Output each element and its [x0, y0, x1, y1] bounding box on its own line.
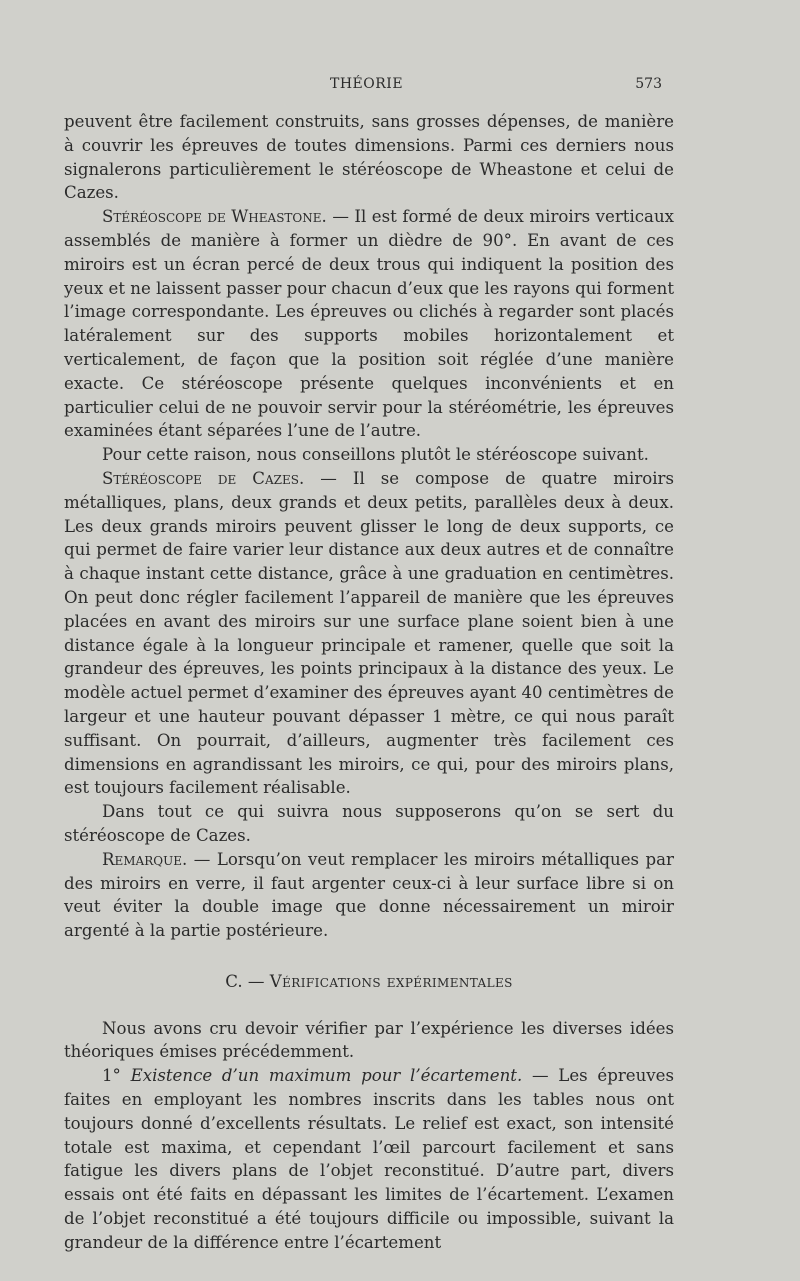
maximum-number: 1°: [102, 1066, 131, 1086]
page-body: [64, 110, 674, 1255]
supposition-text: Dans tout ce qui suivra nous supposerons qu’on se sert du stéréoscope de Cazes.: [64, 802, 674, 845]
cazes-text: — Il se compose de quatre miroirs métalliques, plans, deux grands et deux petits, parallèles deux à deux. Les deux grands miroirs peuvent glisser le long de deux supports, ce qui permet de faire varier leur distance aux deux autres et de connaître à chaque instant cette distance, grâce à une graduation en centimètres. On peut donc régler facilement l’appareil de manière que les épreuves placées en avant des miroirs sur une surface plane soient bien à une distance égale à la longueur principale et ramener, quelle que soit la grandeur des épreuves, les points principaux à la distance des yeux. Le modèle actuel permet d’examiner des épreuves ayant 40 centimètres de largeur et une hauteur pouvant dépasser 1 mètre, ce qui nous paraît suffisant. On pourrait, d’ailleurs, augmenter très facilement ces dimensions en agrandissant les miroirs, ce qui, pour des miroirs plans, est toujours facilement réalisable.: [64, 468, 675, 798]
paragraph-verification: [64, 1017, 674, 1065]
paragraph-cazes: [64, 467, 674, 800]
paragraph-intro: [64, 110, 674, 205]
maximum-text: — Les épreuves faites en employant les nombres inscrits dans les tables nous ont toujours donné d’excellents résultats. Le relief est exact, son intensité totale est maxima, et cependant l’œil parcourt facilement et sans fatigue les divers plans de l’objet reconstitué. D’autre part, divers essais ont été faits en dépassant les limites de l’écartement. L’examen de l’objet reconstitué a été toujours difficile ou impossible, suivant la grandeur de la différence entre l’écartement: [64, 1066, 674, 1252]
wheastone-lead: Stéréoscope de Wheastone.: [102, 207, 327, 227]
page-header: [120, 76, 680, 96]
page-number: 573: [635, 76, 662, 92]
verification-text: Nous avons cru devoir vérifier par l’expérience les diverses idées théoriques émises précédemment.: [64, 1018, 674, 1062]
paragraph-intro-text: peuvent être facilement construits, sans grosses dépenses, de manière à couvrir les épreuves de toutes dimensions. Parmi ces derniers nous signalerons particulièrement le stéréoscope de Wheastone et celui de Cazes.: [64, 112, 674, 203]
paragraph-supposition: [64, 800, 674, 848]
wheastone-text: — Il est formé de deux miroirs verticaux assemblés de manière à former un dièdre de 90°. En avant de ces miroirs est un écran percé de deux trous qui indiquent la position des yeux et ne laissent passer pour chacun d’eux que les rayons qui forment l’image correspondante. Les épreuves ou clichés à regarder sont placés latéralement sur des supports mobiles horizontalement et verticalement, de façon que la position soit réglée d’une manière exacte. Ce stéréoscope présente quelques inconvénients et en particulier celui de ne pouvoir servir pour la stéréométrie, les épreuves examinées étant séparées l’une de l’autre.: [64, 207, 674, 441]
running-title: THÉORIE: [330, 76, 404, 92]
paragraph-maximum: [64, 1064, 674, 1254]
remarque-text: — Lorsqu’on veut remplacer les miroirs métalliques par des miroirs en verre, il faut argenter ceux-ci à leur surface libre si on veut éviter la double image que donne nécessairement un miroir argenté à la partie postérieure.: [64, 849, 674, 941]
recommendation-text: Pour cette raison, nous conseillons plutôt le stéréoscope suivant.: [102, 445, 649, 465]
maximum-lead: Existence d’un maximum pour l’écartement.: [130, 1066, 523, 1086]
section-title: Vérifications expérimentales: [269, 971, 513, 991]
section-label: C. —: [225, 971, 270, 991]
paragraph-wheastone: [64, 205, 674, 443]
remarque-lead: Remarque.: [102, 849, 188, 869]
cazes-lead: Stéréoscope de Cazes.: [102, 468, 305, 488]
section-heading: [64, 970, 674, 994]
paragraph-recommendation: [64, 443, 674, 467]
paragraph-remarque: [64, 848, 674, 943]
